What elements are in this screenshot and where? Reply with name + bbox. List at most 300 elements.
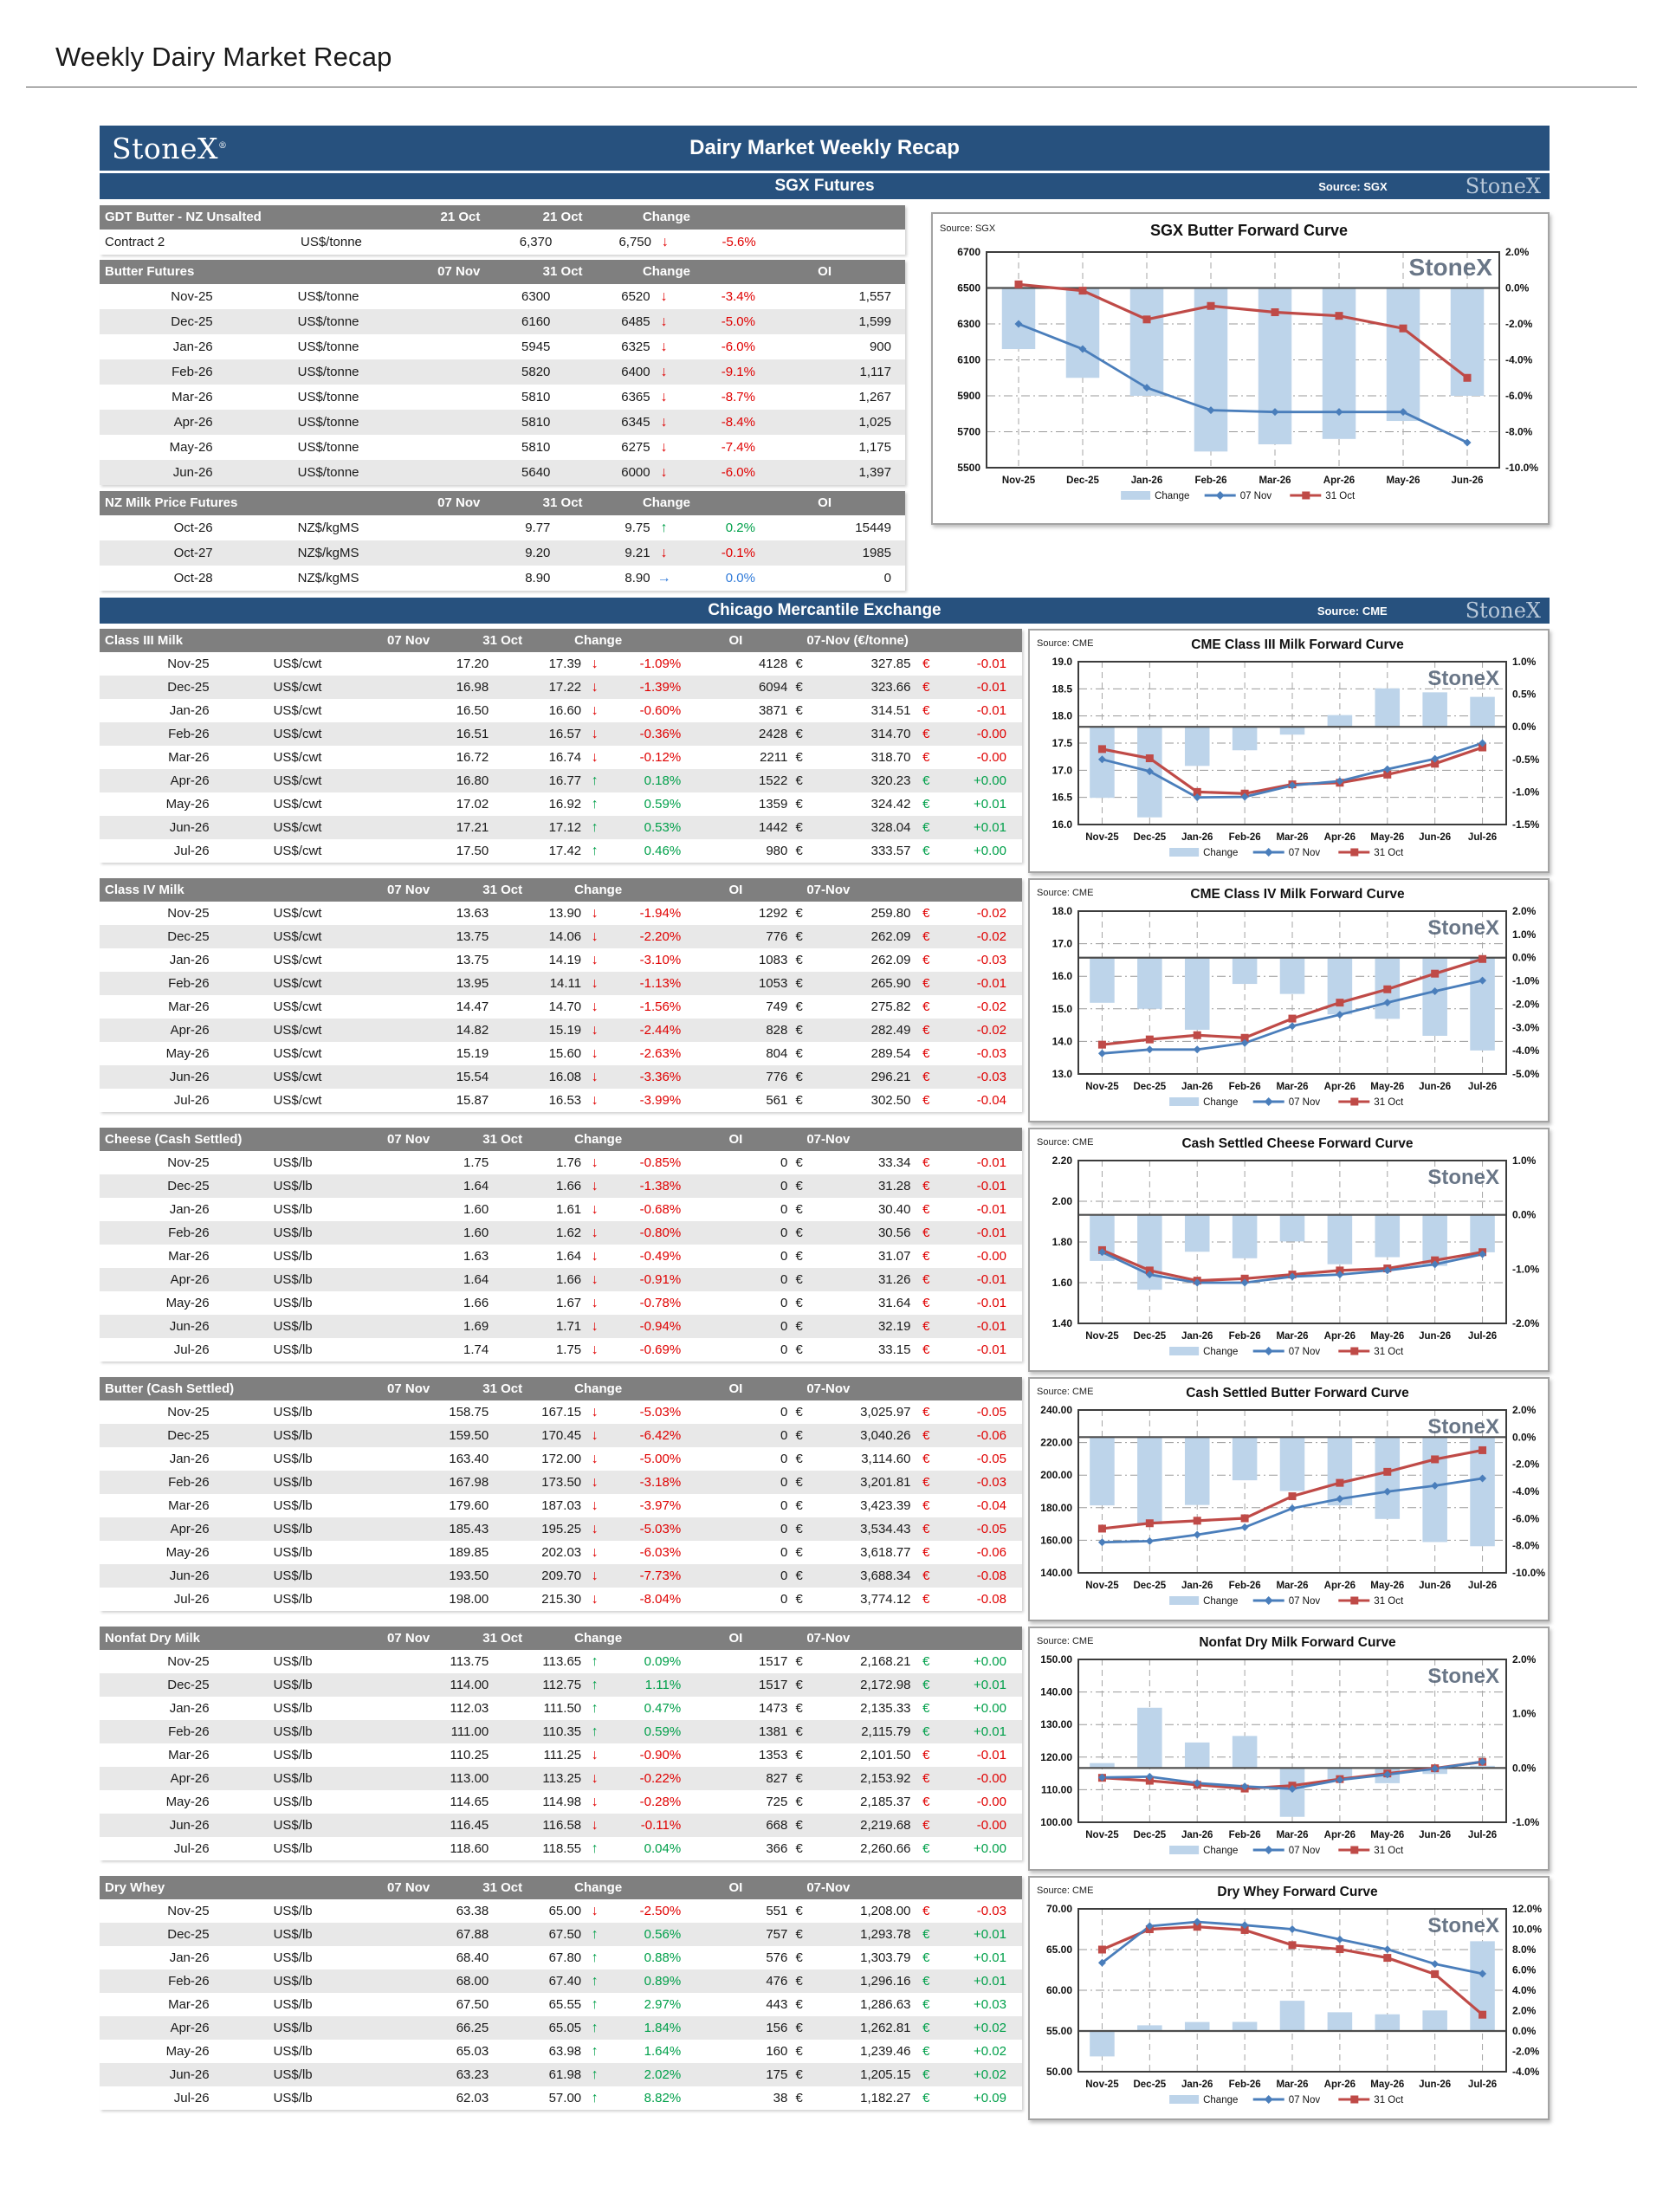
report [100,126,1550,2120]
euro-change: -0.01 [976,680,1006,695]
svg-text:May-26: May-26 [1370,1331,1405,1342]
change-pct: -3.4% [721,289,755,304]
unit-cell: US$/cwt [273,727,322,741]
change-pct: -0.69% [639,1342,682,1357]
month-cell: Mar-26 [168,1249,210,1264]
euro-change: +0.00 [974,844,1006,858]
change-arrow-icon: ↓ [591,1249,599,1264]
svg-text:-4.0%: -4.0% [1512,1045,1540,1057]
price-07nov: 112.03 [450,1701,489,1716]
cme-product-section [100,1876,1550,2120]
table-row [100,1221,1022,1245]
euro-sign-icon: € [922,1522,930,1536]
svg-text:Change: Change [1203,848,1239,858]
change-arrow-icon: ↑ [591,1997,599,2012]
table-row [100,2016,1022,2040]
euro-value: 328.04 [870,820,911,835]
change-pct: -0.1% [721,546,755,560]
dry-whey-forward-curve-chart [1028,1876,1550,2120]
col-header: OI [728,633,743,648]
svg-text:120.00: 120.00 [1040,1750,1072,1763]
svg-text:70.00: 70.00 [1045,1903,1072,1915]
svg-text:0.0%: 0.0% [1512,1431,1537,1444]
table-row [100,792,1022,816]
table-title: GDT Butter - NZ Unsalted [105,210,262,224]
col-header: 21 Oct [542,210,583,224]
svg-text:12.0%: 12.0% [1512,1903,1543,1915]
price-07nov: 17.21 [456,820,489,835]
svg-text:Apr-26: Apr-26 [1323,2079,1356,2090]
price-31oct: 1.75 [555,1342,582,1357]
euro-sign-icon: € [922,1319,930,1334]
svg-text:4.0%: 4.0% [1512,1984,1537,1996]
euro-value: 282.49 [870,1023,911,1038]
change-pct: -7.73% [639,1568,682,1583]
euro-sign-icon: € [922,656,930,671]
table-header-row [100,1128,1022,1151]
oi-value: 6094 [758,680,788,695]
euro-sign-icon: € [795,727,803,741]
svg-text:15.0: 15.0 [1052,1002,1072,1015]
change-arrow-icon: ↓ [591,1342,599,1357]
svg-text:07 Nov: 07 Nov [1288,1097,1321,1108]
oi-value: 0 [780,1155,788,1170]
oi-value: 1,599 [858,314,891,329]
oi-value: 551 [766,1904,788,1918]
oi-value: 0 [780,1226,788,1240]
oi-value: 1517 [758,1654,788,1669]
price-07nov: 1.60 [463,1202,489,1217]
change-arrow-icon: ↑ [591,1950,599,1965]
table-row [100,1494,1022,1517]
euro-sign-icon: € [922,1795,930,1809]
euro-value: 2,219.68 [860,1818,911,1833]
euro-sign-icon: € [922,680,930,695]
month-cell: Apr-26 [170,1522,210,1536]
svg-text:Change: Change [1203,1097,1239,1108]
table-row [100,1814,1022,1837]
col-header: 31 Oct [482,1880,523,1895]
cme-table [100,1128,1022,1361]
oi-value: 1053 [758,976,788,991]
unit-cell: US$/tonne [297,289,359,304]
euro-value: 3,040.26 [860,1428,911,1443]
oi-value: 38 [773,2091,788,2105]
svg-text:6300: 6300 [957,318,980,330]
table-row [100,515,905,540]
euro-sign-icon: € [922,1405,930,1420]
table-row [100,1697,1022,1720]
unit-cell: US$/lb [273,1405,313,1420]
euro-value: 31.26 [877,1272,911,1287]
euro-sign-icon: € [795,656,803,671]
price-31oct: 113.65 [542,1654,582,1669]
registered-mark-icon: ® [218,140,228,151]
unit-cell: US$/lb [273,1795,313,1809]
price-31oct: 167.15 [541,1405,582,1420]
change-pct: -1.13% [639,976,682,991]
change-pct: -0.90% [639,1748,682,1762]
svg-text:0.0%: 0.0% [1512,721,1537,734]
svg-text:-0.5%: -0.5% [1512,753,1540,766]
svg-text:07 Nov: 07 Nov [1288,848,1321,858]
svg-text:Source: CME: Source: CME [1037,1636,1094,1646]
col-header: 07 Nov [387,1880,430,1895]
euro-change: -0.03 [976,1070,1006,1084]
change-arrow-icon: ↓ [591,1475,599,1490]
euro-change: +0.09 [974,2091,1006,2105]
euro-sign-icon: € [922,1023,930,1038]
svg-text:1.0%: 1.0% [1512,1155,1537,1167]
svg-text:5700: 5700 [957,425,980,438]
euro-change: -0.08 [976,1592,1006,1607]
euro-sign-icon: € [922,1841,930,1856]
svg-text:Source: CME: Source: CME [1037,1885,1094,1896]
col-header: 31 Oct [482,1631,523,1646]
svg-text:Mar-26: Mar-26 [1276,1082,1309,1092]
col-header: 31 Oct [542,264,583,279]
change-arrow-icon: ↑ [591,1701,599,1716]
month-cell: Jan-26 [169,1950,210,1965]
svg-text:Source: CME: Source: CME [1037,638,1094,649]
table-row [100,460,905,485]
price-31oct: 17.39 [548,656,582,671]
change-arrow-icon: ↑ [591,2067,599,2082]
cme-table [100,1627,1022,1860]
svg-text:Jan-26: Jan-26 [1181,1830,1213,1840]
price-07nov: 1.60 [463,1226,489,1240]
svg-text:-6.0%: -6.0% [1512,1512,1540,1525]
euro-sign-icon: € [922,1678,930,1692]
col-header: OI [818,495,832,510]
change-arrow-icon: ↑ [591,1724,599,1739]
price-07nov: 63.23 [456,2067,489,2082]
month-cell: Dec-25 [167,1428,210,1443]
svg-text:Jun-26: Jun-26 [1451,475,1484,486]
price-recent: 5810 [521,440,551,455]
svg-text:Feb-26: Feb-26 [1228,1830,1261,1840]
price-31oct: 15.19 [548,1023,582,1038]
svg-text:Jun-26: Jun-26 [1419,1082,1452,1092]
col-header: 07 Nov [387,883,430,897]
svg-text:5500: 5500 [957,462,980,474]
month-cell: Dec-25 [167,1179,210,1193]
month-cell: Nov-25 [167,1155,210,1170]
svg-text:Dec-25: Dec-25 [1133,1331,1167,1342]
change-arrow-icon: ↑ [591,844,599,858]
change-arrow-icon: ↓ [591,929,599,944]
svg-text:50.00: 50.00 [1045,2066,1072,2078]
euro-sign-icon: € [795,1701,803,1716]
price-prior: 8.90 [624,571,650,585]
svg-text:2.20: 2.20 [1052,1155,1072,1167]
month-cell: Jul-26 [173,1592,210,1607]
col-header: Change [574,883,623,897]
euro-sign-icon: € [922,750,930,765]
col-header: 07 Nov [437,264,481,279]
euro-change: -0.03 [976,1046,1006,1061]
table-title: Butter Futures [105,264,195,279]
change-pct: -3.36% [639,1070,682,1084]
price-prior: 6520 [621,289,650,304]
svg-text:Jan-26: Jan-26 [1181,1331,1213,1342]
svg-text:CME Class IV Milk Forward Curv: CME Class IV Milk Forward Curve [1190,887,1405,902]
table-row [100,2063,1022,2086]
euro-sign-icon: € [922,1428,930,1443]
change-arrow-icon: ↓ [660,314,668,329]
oi-value: 0 [780,1498,788,1513]
euro-value: 324.42 [870,797,911,812]
cme-source-label: Source: CME [1317,604,1388,618]
oi-value: 2211 [760,750,788,765]
price-07nov: 13.95 [456,976,489,991]
svg-text:130.00: 130.00 [1040,1718,1072,1731]
oi-value: 1083 [758,953,788,967]
table-row [100,540,905,566]
month-cell: May-26 [165,1795,210,1809]
table-header-row [100,1876,1022,1899]
month-cell: Jan-26 [169,1701,210,1716]
svg-text:1.0%: 1.0% [1512,1707,1537,1720]
euro-col-header: 07-Nov [806,1381,851,1396]
svg-text:200.00: 200.00 [1040,1469,1072,1482]
month-cell: Jun-26 [169,1818,210,1833]
svg-text:-8.0%: -8.0% [1505,425,1533,438]
svg-text:Source: SGX: Source: SGX [940,223,996,234]
svg-text:Jan-26: Jan-26 [1181,2079,1213,2090]
svg-text:Apr-26: Apr-26 [1323,1082,1356,1092]
month-cell: May-26 [165,2044,210,2059]
change-arrow-icon: ↑ [591,773,599,788]
change-pct: -0.12% [639,750,682,765]
euro-col-header: 07-Nov [806,1880,851,1895]
month-cell: Dec-25 [167,929,210,944]
euro-sign-icon: € [922,1545,930,1560]
price-31oct: 195.25 [541,1522,582,1536]
unit-cell: US$/cwt [273,773,322,788]
change-arrow-icon: ↓ [591,1428,599,1443]
unit-cell: US$/lb [273,1592,313,1607]
svg-text:-4.0%: -4.0% [1505,353,1533,366]
oi-value: 443 [766,1997,788,2012]
euro-sign-icon: € [922,703,930,718]
euro-value: 3,774.12 [860,1592,911,1607]
euro-sign-icon: € [922,1155,930,1170]
price-prior: 6485 [621,314,650,329]
svg-text:17.0: 17.0 [1052,764,1072,777]
svg-text:-8.0%: -8.0% [1512,1539,1540,1552]
unit-cell: US$/lb [273,1475,313,1490]
change-arrow-icon: ↑ [591,1927,599,1942]
euro-sign-icon: € [922,1748,930,1762]
table-row [100,1424,1022,1447]
euro-sign-icon: € [922,1927,930,1942]
unit-cell: US$/cwt [273,953,322,967]
euro-change: -0.02 [976,906,1006,921]
col-header [694,205,905,230]
price-31oct: 173.50 [541,1475,582,1490]
svg-text:Jul-26: Jul-26 [1467,1082,1498,1092]
oi-value: 725 [766,1795,788,1809]
euro-change: -0.03 [976,1475,1006,1490]
price-07nov: 67.50 [456,1997,489,2012]
change-arrow-icon: ↓ [591,1202,599,1217]
euro-change: -0.01 [976,1155,1006,1170]
table-row [100,410,905,435]
svg-text:Dec-25: Dec-25 [1066,475,1099,486]
euro-change: +0.02 [974,2067,1006,2082]
change-arrow-icon: ↓ [591,1592,599,1607]
change-pct: 0.18% [644,773,682,788]
col-header: Change [574,1132,623,1147]
month-cell: Jun-26 [169,1070,210,1084]
euro-change: +0.01 [974,1927,1006,1942]
euro-sign-icon: € [922,1475,930,1490]
euro-sign-icon: € [922,1202,930,1217]
euro-sign-icon: € [795,1654,803,1669]
svg-text:140.00: 140.00 [1040,1685,1072,1698]
col-header: Change [642,210,690,224]
euro-sign-icon: € [795,820,803,835]
svg-text:Nov-25: Nov-25 [1085,1581,1119,1591]
month-cell: Apr-26 [170,2021,210,2035]
price-31oct: 112.75 [542,1678,582,1692]
price-recent: 6160 [521,314,551,329]
price-31oct: 215.30 [541,1592,582,1607]
table-title: NZ Milk Price Futures [105,495,238,510]
svg-text:-3.0%: -3.0% [1512,1021,1540,1034]
oi-value: 2428 [758,727,788,741]
col-header: Change [574,1631,623,1646]
price-recent: 5945 [521,340,551,354]
month-cell: Nov-25 [167,1904,210,1918]
oi-value: 1353 [758,1748,788,1762]
change-arrow-icon: ↓ [591,1522,599,1536]
sgx-source-label: Source: SGX [1318,179,1388,193]
table-title: Dry Whey [105,1880,165,1895]
change-pct: 0.89% [644,1974,682,1989]
unit-cell: US$/tonne [297,314,359,329]
svg-text:220.00: 220.00 [1040,1436,1072,1449]
price-31oct: 67.80 [548,1950,582,1965]
unit-cell: US$/lb [273,1724,313,1739]
svg-text:-1.5%: -1.5% [1512,818,1540,831]
col-header [929,1377,1023,1400]
unit-cell: US$/lb [273,1545,313,1560]
month-cell: Dec-25 [167,1927,210,1942]
sgx-section-title: SGX Futures [774,177,875,195]
svg-text:1.40: 1.40 [1052,1317,1072,1329]
euro-sign-icon: € [795,906,803,921]
unit-cell: US$/lb [273,1568,313,1583]
svg-text:Jun-26: Jun-26 [1419,832,1452,843]
change-pct: -2.44% [639,1023,682,1038]
price-31oct: 16.92 [548,797,582,812]
svg-text:Mar-26: Mar-26 [1276,2079,1309,2090]
svg-text:31 Oct: 31 Oct [1325,491,1356,501]
change-pct: -3.99% [639,1093,682,1108]
oi-value: 175 [766,2067,788,2082]
svg-text:5900: 5900 [957,390,980,402]
col-header: 31 Oct [482,1381,523,1396]
month-cell: Jan-26 [169,953,210,967]
stonex-logo: StoneX® [112,131,228,165]
price-31oct: 209.70 [541,1568,582,1583]
change-arrow-icon: ↓ [591,906,599,921]
stonex-watermark: StoneX [1408,254,1492,281]
euro-sign-icon: € [795,680,803,695]
stonex-watermark: StoneX [1427,1914,1499,1937]
svg-text:-1.0%: -1.0% [1512,786,1540,799]
svg-text:6700: 6700 [957,246,980,258]
cme-product-section [100,629,1550,873]
euro-value: 296.21 [870,1070,911,1084]
euro-value: 2,168.21 [860,1654,911,1669]
price-prior: 6345 [621,415,650,430]
change-arrow-icon: ↑ [591,1974,599,1989]
euro-sign-icon: € [795,1950,803,1965]
svg-text:16.5: 16.5 [1052,791,1072,804]
class-iii-milk-forward-curve-chart [1028,629,1550,873]
price-07nov: 13.75 [456,929,489,944]
price-07nov: 63.38 [456,1904,489,1918]
unit-cell: US$/lb [273,2021,313,2035]
euro-value: 1,296.16 [860,1974,911,1989]
price-07nov: 65.03 [456,2044,489,2059]
contract-label: Apr-26 [173,415,213,430]
svg-text:-6.0%: -6.0% [1505,390,1533,402]
svg-text:0.0%: 0.0% [1512,1762,1537,1775]
table-row [100,1151,1022,1174]
table-row [100,435,905,460]
oi-value: 827 [766,1771,788,1786]
unit-cell: NZ$/kgMS [297,571,359,585]
svg-text:8.0%: 8.0% [1512,1944,1537,1956]
euro-sign-icon: € [795,703,803,718]
col-header: 31 Oct [542,495,583,510]
euro-sign-icon: € [795,1272,803,1287]
euro-value: 2,260.66 [860,1841,911,1856]
euro-value: 3,688.34 [860,1568,911,1583]
oi-value: 0 [780,1475,788,1490]
svg-text:160.00: 160.00 [1040,1534,1072,1547]
oi-value: 4128 [758,656,788,671]
price-07nov: 13.75 [456,953,489,967]
euro-sign-icon: € [795,1296,803,1310]
unit-cell: US$/lb [273,1249,313,1264]
oi-value: 1985 [862,546,891,560]
euro-sign-icon: € [922,1997,930,2012]
change-pct: 1.11% [644,1678,682,1692]
cme-sections [100,629,1550,2120]
euro-sign-icon: € [795,1342,803,1357]
svg-text:110.00: 110.00 [1040,1783,1072,1796]
euro-sign-icon: € [922,999,930,1014]
svg-text:17.5: 17.5 [1052,737,1072,749]
month-cell: Jun-26 [169,2067,210,2082]
unit-cell: US$/tonne [297,440,359,455]
euro-value: 302.50 [870,1093,911,1108]
svg-text:Change: Change [1203,1596,1239,1607]
table-row [100,1245,1022,1268]
euro-change: -0.02 [976,1023,1006,1038]
euro-sign-icon: € [795,2091,803,2105]
euro-change: -0.06 [976,1545,1006,1560]
price-31oct: 1.64 [555,1249,582,1264]
unit-cell: US$/cwt [273,680,322,695]
svg-text:Dry Whey Forward Curve: Dry Whey Forward Curve [1217,1885,1378,1899]
unit-cell: US$/lb [273,1226,313,1240]
